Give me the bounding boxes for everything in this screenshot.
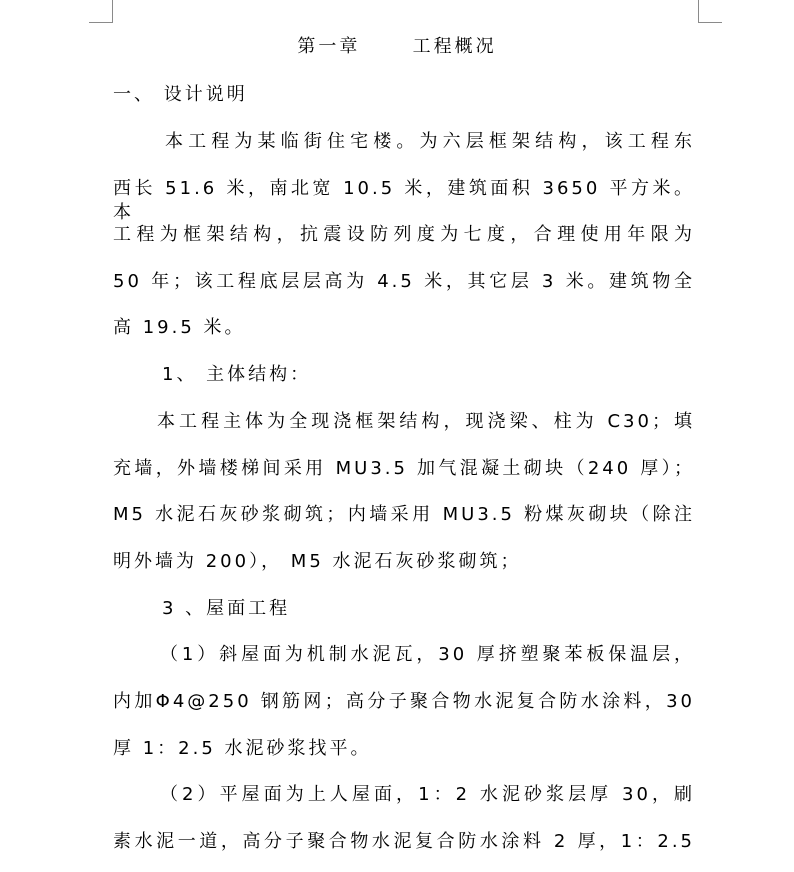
crop-mark-line xyxy=(698,22,722,23)
paragraph-line: 明外墙为 200）， M5 水泥石灰砂浆砌筑； xyxy=(113,551,522,572)
paragraph-line: 工程为框架结构，抗震设防列度为七度，合理使用年限为 xyxy=(113,224,695,245)
paragraph-line: 充墙，外墙楼梯间采用 MU3.5 加气混凝土砌块（240 厚）； xyxy=(113,458,695,479)
paragraph-line: （2）平屋面为上人屋面，1：2 水泥砂浆层厚 30，刷 xyxy=(160,784,695,805)
paragraph-line: 厚 1：2.5 水泥砂浆找平。 xyxy=(113,738,372,759)
paragraph-line: 素水泥一道，高分子聚合物水泥复合防水涂料 2 厚，1：2.5 xyxy=(113,831,695,852)
crop-mark-line xyxy=(112,0,113,23)
paragraph-line: 本工程为某临街住宅楼。为六层框架结构，该工程东 xyxy=(165,131,695,152)
section-heading: 一、 设计说明 xyxy=(113,84,248,105)
paragraph-line: 西长 51.6 米，南北宽 10.5 米，建筑面积 3650 平方米。本 xyxy=(113,178,695,223)
crop-mark-line xyxy=(89,22,113,23)
paragraph-line: 高 19.5 米。 xyxy=(113,317,246,338)
chapter-title: 第一章 工程概况 xyxy=(297,36,497,57)
paragraph-line: （1）斜屋面为机制水泥瓦，30 厚挤塑聚苯板保温层， xyxy=(160,644,695,665)
paragraph-line: 50 年；该工程底层层高为 4.5 米，其它层 3 米。建筑物全 xyxy=(113,271,695,292)
subsection-heading: 3 、屋面工程 xyxy=(162,598,291,619)
crop-mark-line xyxy=(698,0,699,23)
subsection-heading: 1、 主体结构： xyxy=(162,364,312,385)
paragraph-line: 本工程主体为全现浇框架结构，现浇梁、柱为 C30；填 xyxy=(157,411,695,432)
paragraph-line: 内加Φ4@250 钢筋网；高分子聚合物水泥复合防水涂料，30 xyxy=(113,691,695,712)
paragraph-line: M5 水泥石灰砂浆砌筑；内墙采用 MU3.5 粉煤灰砌块（除注 xyxy=(113,504,695,525)
